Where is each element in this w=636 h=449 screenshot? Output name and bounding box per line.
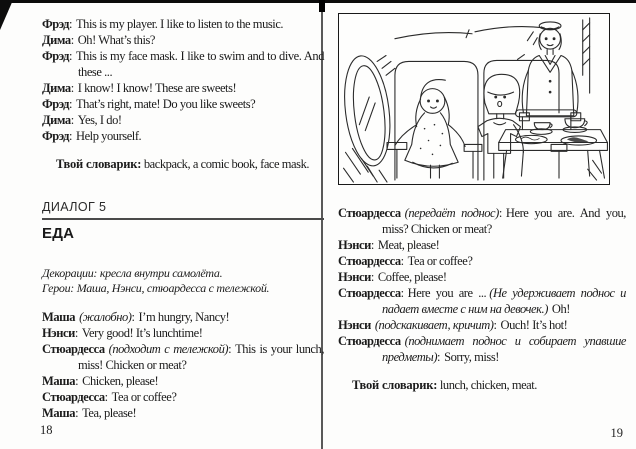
vocabulary-right <box>338 377 626 393</box>
colon: : <box>498 206 502 220</box>
dialog-text: Here you are ... <box>407 286 487 300</box>
stage-direction-inline: (подскакивает, кричит) <box>374 318 494 332</box>
colon: : <box>75 374 79 388</box>
girl-long-hair <box>395 80 465 178</box>
dialog-text: Yes, I do! <box>77 113 122 127</box>
stage-direction-inline: (передаёт поднос) <box>404 206 499 220</box>
dialog-line <box>42 405 324 421</box>
speaker-name: Нэнси <box>338 318 371 332</box>
stewardess <box>517 22 580 121</box>
colon: : <box>493 318 497 332</box>
speaker-name: Маша <box>42 406 76 420</box>
dialog-text: This is my player. I like to listen to the music. <box>76 17 284 31</box>
dialog-text: I know! I know! These are sweets! <box>77 81 237 95</box>
vocabulary-left <box>42 156 324 172</box>
dialog-line <box>338 317 626 333</box>
dialog-line <box>42 389 324 405</box>
speaker-name: Фрэд <box>42 97 69 111</box>
dialog-line <box>338 333 626 365</box>
colon: : <box>68 49 72 63</box>
dialog-number-heading: ДИАЛОГ 5 <box>42 200 107 214</box>
colon: : <box>400 254 404 268</box>
dialog-list-food-right <box>338 205 626 365</box>
illustration-frame <box>338 13 610 185</box>
dialog-line <box>42 96 324 112</box>
colon: : <box>104 390 108 404</box>
stage-direction-inline: (поднимает поднос и собирает упавшие предметы) <box>382 334 626 364</box>
dialog-text: Coffee, please! <box>377 270 447 284</box>
dialog-line <box>42 128 324 144</box>
colon: : <box>74 326 78 340</box>
section-rule <box>42 218 324 220</box>
dialog-text: Oh! <box>551 302 570 316</box>
dialog-line <box>338 205 626 237</box>
dialog-text: Help yourself. <box>76 129 142 143</box>
dialog-line <box>42 32 324 48</box>
colon: : <box>370 270 374 284</box>
dialog-text: Chicken, please! <box>82 374 159 388</box>
colon: : <box>70 33 74 47</box>
dialog-line <box>338 285 626 317</box>
colon: : <box>75 406 79 420</box>
dialog-text: Tea or coffee? <box>111 390 177 404</box>
section-title: ЕДА <box>42 225 75 242</box>
stage-direction-inline: (Не удерживает поднос и падает вместе с ним на девочек.) <box>382 286 626 316</box>
dialog-line <box>42 341 324 373</box>
airplane-seats <box>387 60 567 180</box>
vocabulary-words: backpack, a comic book, face mask. <box>143 157 310 171</box>
dialog-text: Ouch! It’s hot! <box>500 318 568 332</box>
speaker-name: Стюардесса <box>42 390 105 404</box>
dialog-text: Here you are. And you, miss? Chicken or meat? <box>382 206 626 236</box>
dialog-line <box>338 237 626 253</box>
stage-direction-inline: (жалобно) <box>79 310 132 324</box>
colon: : <box>437 350 441 364</box>
speaker-name: Нэнси <box>338 270 371 284</box>
vocabulary-words: lunch, chicken, meat. <box>439 378 537 392</box>
dialog-list-sweets <box>42 16 324 144</box>
speaker-name: Нэнси <box>42 326 75 340</box>
dialog-text: This is your lunch, miss! Chicken or meat? <box>78 342 324 372</box>
dialog-text: I’m hungry, Nancy! <box>138 310 230 324</box>
speaker-name: Фрэд <box>42 129 69 143</box>
dialog-text: Very good! It’s lunchtime! <box>81 326 203 340</box>
section-heading <box>42 200 324 242</box>
dialog-line <box>338 253 626 269</box>
dialog-text: This is my face mask. I like to swim and to dive. And these ... <box>76 49 324 79</box>
dialog-line <box>42 16 324 32</box>
speaker-name: Фрэд <box>42 49 69 63</box>
speaker-name: Маша <box>42 310 76 324</box>
speaker-name: Дима <box>42 113 71 127</box>
dialog-line <box>42 373 324 389</box>
dialog-list-food-left <box>42 309 324 421</box>
dialog-line <box>42 80 324 96</box>
vocabulary-label: Твой словарик: <box>352 378 438 392</box>
colon: : <box>131 310 135 324</box>
polka-dots <box>420 124 443 155</box>
speaker-name: Маша <box>42 374 76 388</box>
stage-direction-inline: (подходит с тележкой) <box>108 342 229 356</box>
dialog-line <box>338 269 626 285</box>
speaker-name: Стюардесса <box>338 254 401 268</box>
stage-setting-line: Герои: Маша, Нэнси, стюардесса с тележкой. <box>42 281 270 295</box>
dialog-text: Tea or coffee? <box>407 254 473 268</box>
colon: : <box>400 286 404 300</box>
cabin-window-oval <box>339 53 396 168</box>
dialog-line <box>42 112 324 128</box>
colon: : <box>68 97 72 111</box>
dialog-text: Tea, please! <box>82 406 137 420</box>
speaker-name: Нэнси <box>338 238 371 252</box>
food-plates <box>516 135 597 145</box>
colon: : <box>70 81 74 95</box>
girl-bob-hair <box>478 74 523 178</box>
dialog-text: Oh! What’s this? <box>77 33 155 47</box>
stage-settings <box>42 266 324 296</box>
speaker-name: Дима <box>42 33 71 47</box>
dialog-line <box>42 325 324 341</box>
speaker-name: Фрэд <box>42 17 69 31</box>
page-right <box>323 0 636 449</box>
speaker-name: Дима <box>42 81 71 95</box>
speaker-name: Стюардесса <box>338 286 401 300</box>
dialog-text: That’s right, mate! Do you like sweets? <box>76 97 256 111</box>
vocabulary-label: Твой словарик: <box>56 157 142 171</box>
illustration-airplane-scene <box>339 14 609 184</box>
stage-setting-line: Декорации: кресла внутри самолёта. <box>42 266 223 280</box>
colon: : <box>68 129 72 143</box>
page-number-left: 18 <box>40 423 53 437</box>
speaker-name: Стюардесса <box>338 334 401 348</box>
speaker-name: Стюардесса <box>42 342 105 356</box>
dialog-line <box>42 309 324 325</box>
speaker-name: Стюардесса <box>338 206 401 220</box>
dialog-text: Sorry, miss! <box>444 350 499 364</box>
dialog-text: Meat, please! <box>377 238 440 252</box>
colon: : <box>68 17 72 31</box>
page-number-right: 19 <box>610 426 623 440</box>
colon: : <box>228 342 232 356</box>
dialog-line <box>42 48 324 80</box>
colon: : <box>70 113 74 127</box>
colon: : <box>370 238 374 252</box>
